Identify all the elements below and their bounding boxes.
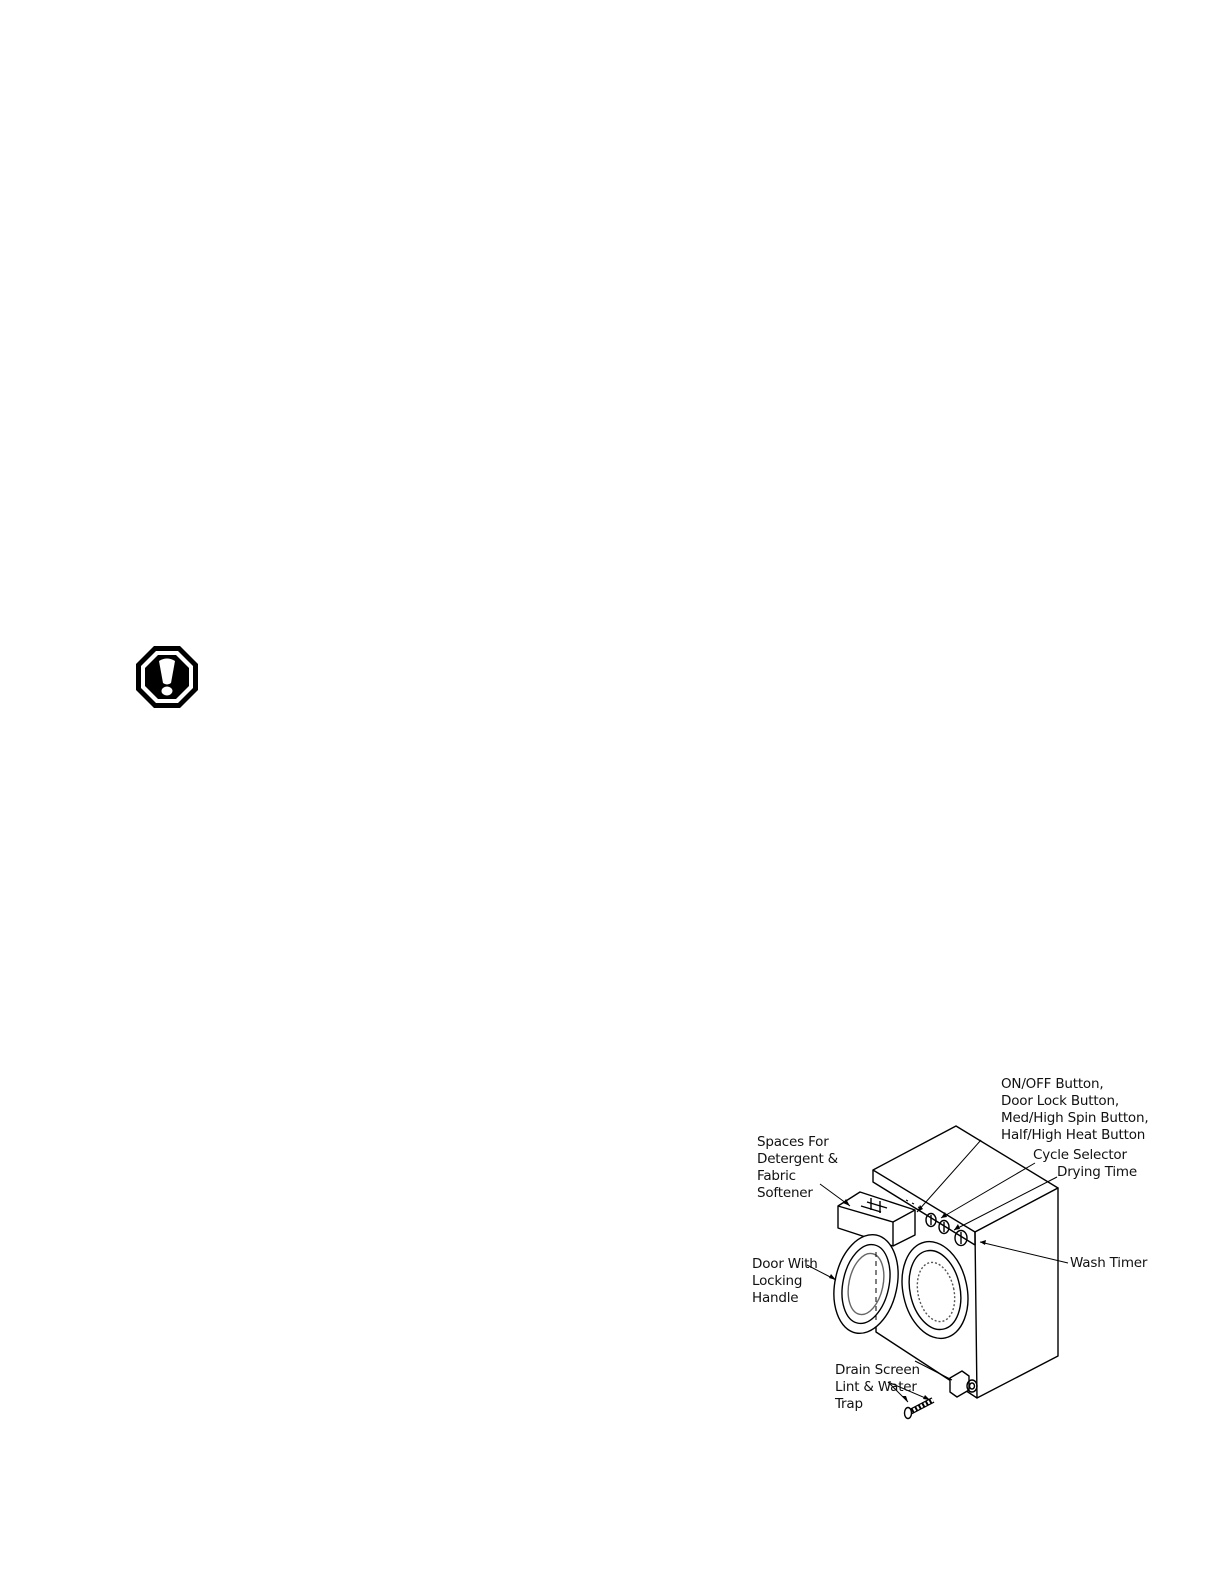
spaces-line: Fabric [757, 1168, 796, 1184]
cycle-selector-label: Cycle Selector [1033, 1147, 1127, 1163]
door-line: Locking [752, 1273, 803, 1289]
spaces-line: Softener [757, 1185, 813, 1201]
buttons-label [1001, 1076, 1148, 1144]
door-line: Handle [752, 1290, 799, 1306]
drain-line: Trap [835, 1396, 863, 1412]
on-off-button-text: ON/OFF Button, [1001, 1076, 1104, 1092]
door-label [752, 1256, 818, 1307]
warning-icon [134, 644, 200, 710]
spaces-for-detergent-label [757, 1134, 838, 1202]
spin-button-text: Med/High Spin Button, [1001, 1110, 1149, 1126]
drain-line: Drain Screen [835, 1362, 920, 1378]
drain-line: Lint & Water [835, 1379, 917, 1395]
drain-screen-label [835, 1362, 920, 1413]
drying-time-label: Drying Time [1057, 1164, 1137, 1180]
exclamation-octagon-icon [134, 644, 200, 710]
door-line: Door With [752, 1256, 818, 1272]
spaces-line: Detergent & [757, 1151, 838, 1167]
spaces-line: Spaces For [757, 1134, 829, 1150]
heat-button-text: Half/High Heat Button [1001, 1127, 1146, 1143]
door-lock-button-text: Door Lock Button, [1001, 1093, 1119, 1109]
washer-dryer-diagram [740, 1060, 1160, 1440]
wash-timer-label: Wash Timer [1070, 1255, 1148, 1271]
